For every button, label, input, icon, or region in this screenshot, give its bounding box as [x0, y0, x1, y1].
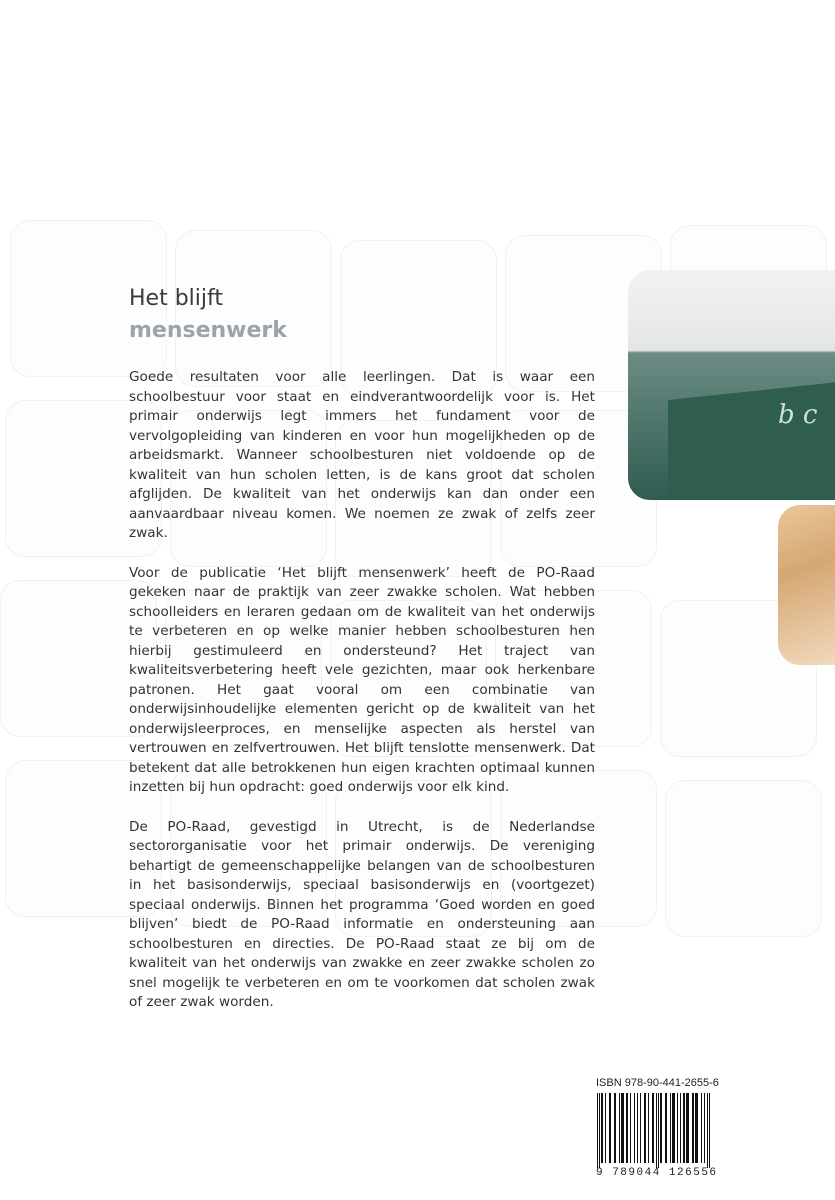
- barcode-bar: [701, 1093, 702, 1163]
- book-title: [129, 283, 287, 347]
- barcode-bar: [605, 1093, 606, 1163]
- barcode-bar: [656, 1093, 657, 1168]
- barcode-bar: [637, 1093, 638, 1163]
- barcode-bar: [609, 1093, 611, 1163]
- barcode-bar: [672, 1093, 675, 1163]
- barcode-bar: [660, 1093, 662, 1163]
- barcode-bar: [709, 1093, 710, 1168]
- chalkboard: [668, 380, 835, 500]
- paragraph-intro: Goede resultaten voor alle leerlingen. Dat is waar een schoolbestuur voor staat en eindverantwoordelijk voor is. Het primair onderwijs legt immers het fundament voor de vervolgopleiding van kinderen en voor hun mogelijkheden op de arbeidsmarkt. Wanneer schoolbesturen niet voldoende op de kwaliteit van hun scholen letten, is de kans groot dat scholen afglijden. De kwaliteit van het onderwijs kan dan onder een aanvaardbaar niveau komen. We noemen ze zwak of zelfs zeer zwak.: [129, 369, 595, 541]
- barcode-bar: [686, 1093, 689, 1163]
- title-line-1: Het blijft: [129, 286, 223, 311]
- barcode-bar: [597, 1093, 598, 1168]
- barcode-bar: [634, 1093, 635, 1163]
- barcode-bar: [695, 1093, 698, 1163]
- barcode-bar: [619, 1093, 620, 1163]
- barcode-bar: [707, 1093, 708, 1168]
- isbn-label: ISBN 978-90-441-2655-6: [596, 1077, 719, 1089]
- barcode-bar: [658, 1093, 659, 1168]
- barcode-bar: [683, 1093, 685, 1163]
- chalkboard-text: b c: [778, 400, 818, 430]
- barcode-digits: 9 789044 126556: [596, 1167, 718, 1179]
- barcode-bar: [644, 1093, 646, 1163]
- barcode-bar: [621, 1093, 624, 1163]
- child-photo: [778, 505, 835, 665]
- barcode: [593, 1093, 728, 1168]
- barcode-bar: [599, 1093, 600, 1168]
- barcode-bar: [648, 1093, 649, 1163]
- barcode-bar: [640, 1093, 641, 1163]
- barcode-bar: [665, 1093, 667, 1163]
- barcode-bar: [601, 1093, 603, 1163]
- barcode-bar: [692, 1093, 694, 1163]
- barcode-bar: [704, 1093, 705, 1163]
- barcode-bar: [677, 1093, 678, 1163]
- back-cover-text: [129, 368, 595, 1033]
- paragraph-po-raad: De PO-Raad, gevestigd in Utrecht, is de Nederlandse sectororganisatie voor het primair onderwijs. De vereniging behartigt de gemeenschappelijke belangen van de schoolbesturen in het basisonderwijs, speciaal basisonderwijs en (voortgezet) speciaal onderwijs. Binnen het programma ‘Goed worden en goed blijven’ biedt de PO-Raad informatie en ondersteuning aan schoolbesturen en directies. De PO-Raad staat ze bij om de kwaliteit van het onderwijs van zwakke en zeer zwakke scholen zo snel mogelijk te verbeteren en om te voorkomen dat scholen zwak of zeer zwak worden.: [129, 818, 595, 1010]
- classroom-photo: [628, 270, 835, 500]
- barcode-bar: [614, 1093, 616, 1163]
- paragraph-publication: Voor de publicatie ‘Het blijft mensenwerk’ heeft de PO-Raad gekeken naar de praktijk van zeer zwakke scholen. Wat hebben schoolleiders en leraren gedaan om de kwaliteit van het onderwijs te verbeteren en op welke manier hebben schoolbesturen hen hierbij gestimuleerd en ondersteund? Het traject van kwaliteitsverbetering heeft vele gezichten, maar ook herkenbare patronen. Het gaat vooral om een combinatie van onderwijsinhoudelijke elementen gericht op de kwaliteit van het onderwijsleerproces, en menselijke aspecten als herstel van vertrouwen en zelfvertrouwen. Het blijft tenslotte mensenwerk. Dat betekent dat alle betrokkenen hun eigen krachten optimaal kunnen inzetten bij hun opdracht: goed onderwijs voor elk kind.: [129, 564, 595, 795]
- barcode-bar: [630, 1093, 631, 1163]
- barcode-bar: [670, 1093, 671, 1163]
- barcode-bar: [680, 1093, 681, 1163]
- barcode-bar: [626, 1093, 628, 1163]
- barcode-bar: [652, 1093, 654, 1163]
- title-line-2: mensenwerk: [129, 318, 287, 343]
- barcode-graphic: [593, 1093, 728, 1168]
